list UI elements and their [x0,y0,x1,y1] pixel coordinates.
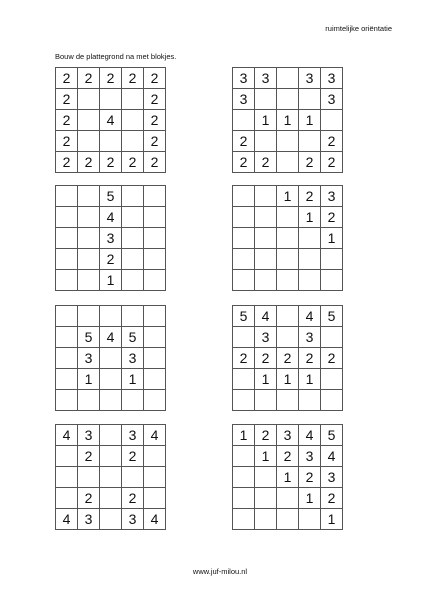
grid-cell: 2 [233,348,255,369]
grid-cell [56,228,78,249]
grid-cell: 1 [122,369,144,390]
grid-cell [277,509,299,530]
grid-cell [299,131,321,152]
grid-cell [78,131,100,152]
grid-cell: 5 [100,186,122,207]
grid-cell: 1 [321,509,343,530]
grid-cell: 4 [299,425,321,446]
grid-cell [255,488,277,509]
grid-cell [56,390,78,411]
grid-cell [56,249,78,270]
grid-cell: 2 [56,110,78,131]
grid-cell [56,327,78,348]
grid-cell [78,89,100,110]
grid-cell: 5 [122,327,144,348]
grid-cell: 2 [144,68,166,89]
grid-cell [144,488,166,509]
grid-cell [255,249,277,270]
grid-cell: 1 [299,369,321,390]
grid-cell [277,306,299,327]
puzzle-grid-5 [55,305,166,411]
grid-cell [233,446,255,467]
grid-cell [122,207,144,228]
grid-cell [321,110,343,131]
grid-cell: 1 [277,369,299,390]
grid-cell [122,110,144,131]
grid-cell [100,509,122,530]
grid-cell: 4 [144,425,166,446]
puzzle-grid-6 [232,305,343,411]
grid-cell: 2 [299,152,321,173]
grid-cell [277,390,299,411]
grid-cell [233,270,255,291]
grid-cell: 3 [255,327,277,348]
grid-cell: 2 [144,89,166,110]
grid-cell [299,390,321,411]
grid-cell [255,89,277,110]
grid-cell [233,228,255,249]
grid-cell [321,327,343,348]
grid-cell: 3 [321,89,343,110]
puzzle-grid-1 [55,67,166,173]
grid-cell [100,390,122,411]
grid-cell: 5 [321,425,343,446]
grid-cell [255,509,277,530]
grid-cell: 3 [122,425,144,446]
grid-cell [122,186,144,207]
grid-cell: 1 [277,110,299,131]
grid-cell [56,467,78,488]
grid-cell: 2 [321,152,343,173]
grid-cell: 1 [255,110,277,131]
grid-cell [233,327,255,348]
grid-cell [144,306,166,327]
grid-cell: 4 [321,446,343,467]
grid-cell [144,228,166,249]
grid-cell: 1 [299,488,321,509]
grid-cell: 4 [100,327,122,348]
grid-cell [233,509,255,530]
puzzle-grid-2 [232,67,343,173]
grid-cell [277,270,299,291]
puzzle-grid-8 [232,424,343,530]
grid-cell [233,369,255,390]
grid-cell [233,390,255,411]
grid-cell [299,89,321,110]
grid-cell: 2 [100,249,122,270]
grid-cell: 4 [255,306,277,327]
grid-cell [122,270,144,291]
grid-cell: 2 [100,152,122,173]
grid-cell: 2 [122,68,144,89]
grid-cell [321,270,343,291]
grid-cell [78,390,100,411]
grid-cell: 1 [100,270,122,291]
grid-cell: 2 [122,488,144,509]
grid-cell [144,348,166,369]
grid-cell [78,467,100,488]
grid-cell [321,390,343,411]
grid-cell: 3 [233,89,255,110]
grid-cell: 2 [78,488,100,509]
grid-cell: 2 [122,152,144,173]
grid-cell: 2 [299,186,321,207]
footer-url: www.juf-milou.nl [192,567,248,576]
grid-cell [78,270,100,291]
grid-cell [255,186,277,207]
grid-cell: 3 [78,425,100,446]
grid-cell: 3 [255,68,277,89]
grid-cell: 2 [255,348,277,369]
grid-cell [122,131,144,152]
grid-cell [100,89,122,110]
grid-cell: 3 [277,425,299,446]
grid-cell [144,446,166,467]
grid-cell: 2 [233,131,255,152]
grid-cell: 3 [78,509,100,530]
grid-cell [255,467,277,488]
grid-cell: 4 [299,306,321,327]
puzzle-grid-3 [55,185,166,291]
grid-cell: 3 [321,186,343,207]
grid-cell [299,228,321,249]
grid-cell: 2 [233,152,255,173]
grid-cell: 1 [299,207,321,228]
puzzle-grid-4 [232,185,343,291]
grid-cell [100,369,122,390]
grid-cell [144,390,166,411]
grid-cell: 3 [100,228,122,249]
grid-cell [255,390,277,411]
grid-cell [122,467,144,488]
grid-cell: 3 [122,509,144,530]
grid-cell [277,131,299,152]
grid-cell [233,186,255,207]
grid-cell: 4 [100,110,122,131]
grid-cell [78,207,100,228]
grid-cell [233,110,255,131]
grid-cell [100,467,122,488]
grid-cell [122,249,144,270]
grid-cell [100,446,122,467]
grid-cell: 2 [255,152,277,173]
grid-cell [100,488,122,509]
grid-cell [255,207,277,228]
grid-cell [144,467,166,488]
grid-cell: 2 [255,425,277,446]
grid-cell [78,249,100,270]
grid-cell: 3 [122,348,144,369]
grid-cell: 4 [100,207,122,228]
grid-cell [144,327,166,348]
grid-cell: 2 [56,131,78,152]
grid-cell [78,306,100,327]
grid-cell: 2 [78,152,100,173]
grid-cell [299,270,321,291]
grid-cell: 5 [321,306,343,327]
grid-cell [56,207,78,228]
grid-cell [122,228,144,249]
grid-cell: 3 [321,467,343,488]
grid-cell: 2 [144,131,166,152]
grid-cell: 1 [78,369,100,390]
grid-cell [144,186,166,207]
instruction-text: Bouw de plattegrond na met blokjes. [55,52,177,61]
grid-cell: 1 [255,369,277,390]
grid-cell: 3 [299,446,321,467]
grid-cell [321,369,343,390]
grid-cell [277,228,299,249]
grid-cell [277,327,299,348]
grid-cell: 2 [321,488,343,509]
grid-cell [100,131,122,152]
grid-cell [233,249,255,270]
grid-cell: 3 [299,327,321,348]
grid-cell: 1 [277,467,299,488]
grid-cell: 5 [78,327,100,348]
grid-cell: 2 [56,152,78,173]
grid-cell: 5 [233,306,255,327]
grid-cell [144,249,166,270]
grid-cell: 1 [233,425,255,446]
grid-cell: 1 [299,110,321,131]
grid-cell: 2 [122,446,144,467]
grid-cell: 2 [299,348,321,369]
grid-cell: 3 [299,68,321,89]
grid-cell [56,306,78,327]
grid-cell: 2 [299,467,321,488]
grid-cell [321,249,343,270]
grid-cell [100,306,122,327]
grid-cell [56,270,78,291]
grid-cell: 1 [255,446,277,467]
grid-cell: 2 [321,131,343,152]
grid-cell: 3 [321,68,343,89]
grid-cell: 2 [56,89,78,110]
grid-cell [144,369,166,390]
grid-cell [100,348,122,369]
grid-cell: 2 [144,110,166,131]
grid-cell [255,131,277,152]
grid-cell [122,390,144,411]
grid-cell: 1 [277,186,299,207]
grid-cell [56,348,78,369]
grid-cell [144,270,166,291]
grid-cell: 1 [321,228,343,249]
grid-cell [78,228,100,249]
grid-cell [277,152,299,173]
grid-cell [56,488,78,509]
grid-cell [56,446,78,467]
grid-cell: 2 [100,68,122,89]
grid-cell: 2 [277,348,299,369]
grid-cell: 2 [321,348,343,369]
grid-cell [299,509,321,530]
grid-cell [277,207,299,228]
grid-cell [144,207,166,228]
grid-cell: 2 [144,152,166,173]
grid-cell: 2 [78,446,100,467]
grid-cell [100,425,122,446]
grid-cell [299,249,321,270]
grid-cell [233,207,255,228]
grid-cell [122,306,144,327]
puzzle-grid-7 [55,424,166,530]
grid-cell: 2 [277,446,299,467]
grid-cell [56,186,78,207]
grid-cell [233,467,255,488]
topic-label: ruimtelijke oriëntatie [325,24,392,33]
grid-cell: 4 [144,509,166,530]
grid-cell [277,488,299,509]
grid-cell [56,369,78,390]
grid-cell [277,89,299,110]
grid-cell [233,488,255,509]
grid-cell [255,228,277,249]
grid-cell: 4 [56,509,78,530]
grid-cell [277,249,299,270]
grid-cell [78,186,100,207]
grid-cell: 3 [233,68,255,89]
grid-cell: 2 [56,68,78,89]
grid-cell [122,89,144,110]
grid-cell: 2 [321,207,343,228]
grid-cell: 4 [56,425,78,446]
grid-cell [78,110,100,131]
grid-cell [277,68,299,89]
grid-cell [255,270,277,291]
grid-cell: 2 [78,68,100,89]
grid-cell: 3 [78,348,100,369]
